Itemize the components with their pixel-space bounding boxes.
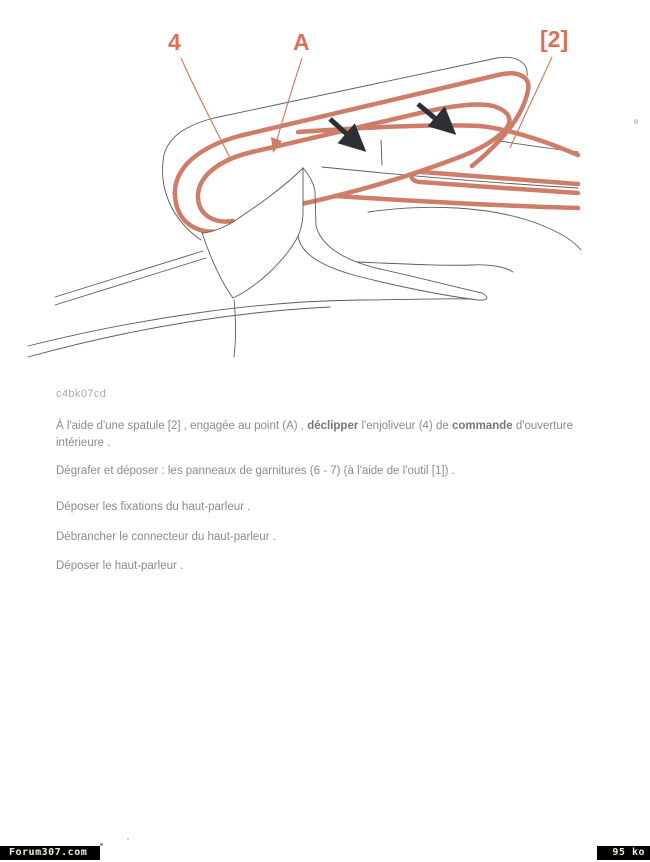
callout-label-4: 4 — [168, 29, 181, 55]
text-line: intérieure . — [56, 437, 111, 449]
text-line: Dégrafer et déposer : les panneaux de garnitures (6 - 7) (à l'aide de l'outil [1]) . — [56, 465, 455, 477]
leader-line-2 — [510, 57, 552, 148]
instruction-paragraph — [56, 529, 601, 546]
text-line: Débrancher le connecteur du haut-parleur . — [56, 531, 276, 543]
armrest-line-3 — [28, 299, 470, 346]
text-line: À l'aide d'une spatule [2] , engagée au point (A) , déclipper l'enjoliveur (4) de commande d'ouverture — [56, 420, 574, 432]
instruction-paragraph — [56, 558, 601, 575]
file-size-bar: 95 ko — [597, 846, 650, 860]
tool-wedge — [202, 168, 303, 298]
scan-speck — [127, 838, 129, 840]
trim-lower-band — [335, 196, 578, 208]
door-panel-arc — [368, 207, 581, 250]
scan-artifact: e — [634, 117, 639, 126]
text-line: Déposer le haut-parleur . — [56, 560, 184, 572]
callout-label-A: A — [293, 29, 310, 55]
armrest-line-1 — [55, 251, 203, 297]
instruction-paragraph — [56, 418, 601, 452]
instruction-paragraph — [56, 499, 601, 516]
direction-arrow-2-head — [432, 111, 452, 131]
door-trim-diagram — [0, 0, 650, 400]
handle-hook-bottom — [298, 236, 487, 300]
callout-label-2: [2] — [540, 26, 569, 52]
armrest-line-2 — [55, 258, 206, 305]
leader-line-4 — [181, 58, 231, 160]
figure-caption: c4bk07cd — [56, 388, 107, 400]
door-panel-arc-2 — [358, 262, 513, 272]
leader-line-A — [277, 58, 302, 140]
text-line: Déposer les fixations du haut-parleur . — [56, 501, 251, 513]
panel-tick — [381, 140, 382, 165]
watermark-site-bar: Forum307.com — [0, 846, 100, 860]
armrest-line-4 — [28, 307, 330, 357]
instruction-paragraph — [56, 463, 601, 480]
scan-speck — [100, 843, 103, 846]
